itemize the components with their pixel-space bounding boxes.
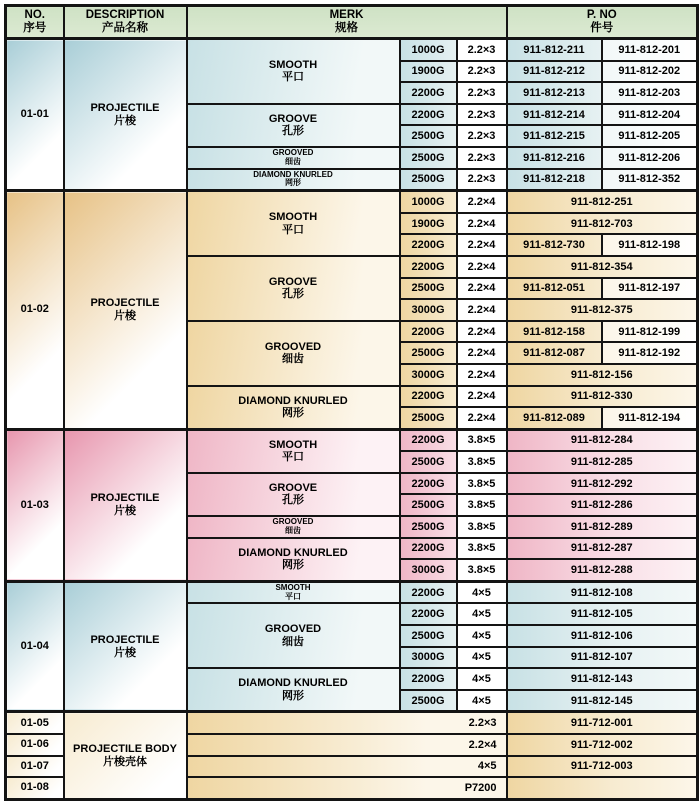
label-line: 01-07 — [20, 759, 49, 772]
label-line: GROOVE — [268, 275, 318, 288]
size-cell: 2.2×3 — [457, 125, 507, 147]
label-line: 片梭 — [114, 114, 136, 127]
label-line: 01-03 — [20, 498, 49, 511]
part-number-cell: 911-812-051 — [507, 278, 602, 300]
header-description — [64, 6, 187, 39]
description-cell — [64, 191, 187, 430]
part-number-cell: 911-812-198 — [602, 234, 698, 256]
label-line: PROJECTILE — [90, 492, 160, 505]
size-cell: 2.2×4 — [457, 342, 507, 364]
no-cell — [6, 581, 64, 712]
size-cell: 3.8×5 — [457, 473, 507, 495]
no-cell — [6, 777, 64, 799]
type-cell — [187, 104, 400, 147]
weight-cell: 2200G — [400, 386, 457, 408]
type-cell — [187, 581, 400, 603]
header-pno — [507, 6, 698, 39]
header-no-zh: 序号 — [23, 22, 47, 34]
label-line: GROOVED — [264, 340, 322, 353]
type-cell — [187, 429, 400, 473]
part-number-cell: 911-812-206 — [602, 147, 698, 169]
no-cell — [6, 712, 64, 734]
part-number-cell: 911-812-215 — [507, 125, 602, 147]
label-line: 网形 — [282, 407, 304, 420]
no-cell — [6, 734, 64, 756]
label-line: DIAMOND KNURLED — [238, 677, 348, 690]
no-cell — [6, 429, 64, 581]
table-row — [6, 429, 698, 451]
size-cell: 2.2×3 — [457, 82, 507, 104]
no-cell — [6, 191, 64, 430]
label-line: 网形 — [282, 559, 304, 572]
header-no — [6, 6, 64, 39]
spec-cell: 2.2×4 — [187, 734, 507, 756]
weight-cell: 2200G — [400, 104, 457, 126]
label-line: 片梭壳体 — [103, 755, 147, 768]
label-line: SMOOTH — [268, 211, 318, 224]
part-number-cell: 911-812-292 — [507, 473, 698, 495]
weight-cell: 2500G — [400, 407, 457, 429]
part-number-cell: 911-812-251 — [507, 191, 698, 213]
size-cell: 2.2×4 — [457, 278, 507, 300]
header-row — [6, 6, 698, 39]
part-number-cell: 911-812-087 — [507, 342, 602, 364]
label-line: SMOOTH — [268, 438, 318, 451]
size-cell: 3.8×5 — [457, 559, 507, 581]
label-line: DIAMOND KNURLED — [238, 394, 348, 407]
type-cell — [187, 321, 400, 386]
label-line: PROJECTILE — [90, 101, 160, 114]
label-line: 网形 — [285, 178, 301, 188]
label-line: 细齿 — [282, 635, 304, 648]
size-cell: 3.8×5 — [457, 494, 507, 516]
size-cell: 3.8×5 — [457, 538, 507, 560]
part-number-cell: 911-812-285 — [507, 451, 698, 473]
label-line: SMOOTH — [268, 58, 318, 71]
part-number-cell: 911-812-106 — [507, 625, 698, 647]
type-cell — [187, 191, 400, 256]
part-number-cell: 911-812-375 — [507, 299, 698, 321]
label-line: 细齿 — [282, 353, 304, 366]
table-row — [6, 712, 698, 734]
part-number-cell: 911-812-156 — [507, 364, 698, 386]
weight-cell: 1900G — [400, 61, 457, 83]
part-number-cell: 911-812-143 — [507, 668, 698, 690]
label-line: 01-06 — [20, 738, 49, 751]
size-cell: 2.2×3 — [457, 147, 507, 169]
label-line: 孔形 — [282, 288, 304, 301]
weight-cell: 2500G — [400, 278, 457, 300]
header-description-en: DESCRIPTION — [85, 9, 165, 21]
weight-cell: 2500G — [400, 169, 457, 191]
weight-cell: 2500G — [400, 342, 457, 364]
label-line: 01-04 — [20, 640, 49, 653]
weight-cell: 2200G — [400, 256, 457, 278]
size-cell: 4×5 — [457, 668, 507, 690]
label-line: 片梭 — [114, 505, 136, 518]
weight-cell: 3000G — [400, 299, 457, 321]
label-line: 平口 — [282, 223, 304, 236]
size-cell: 2.2×4 — [457, 256, 507, 278]
label-line: GROOVED — [272, 517, 314, 527]
part-number-cell — [507, 777, 698, 799]
part-number-cell: 911-812-194 — [602, 407, 698, 429]
part-number-cell: 911-812-214 — [507, 104, 602, 126]
part-number-cell: 911-812-289 — [507, 516, 698, 538]
part-number-cell: 911-812-197 — [602, 278, 698, 300]
label-line: 片梭 — [114, 309, 136, 322]
size-cell: 4×5 — [457, 603, 507, 625]
size-cell: 4×5 — [457, 625, 507, 647]
header-pno-en: P. NO — [586, 9, 617, 21]
part-number-cell: 911-812-107 — [507, 647, 698, 669]
part-number-cell: 911-812-202 — [602, 61, 698, 83]
size-cell: 3.8×5 — [457, 451, 507, 473]
label-line: PROJECTILE — [90, 296, 160, 309]
header-merk-en: MERK — [329, 9, 364, 21]
label-line: 平口 — [282, 451, 304, 464]
table-row — [6, 581, 698, 603]
type-cell — [187, 668, 400, 712]
label-line: 01-02 — [20, 303, 49, 316]
part-number-cell: 911-812-703 — [507, 213, 698, 235]
label-line: DIAMOND KNURLED — [253, 169, 333, 179]
size-cell: 2.2×4 — [457, 364, 507, 386]
part-number-cell: 911-812-330 — [507, 386, 698, 408]
part-number-cell: 911-812-201 — [602, 39, 698, 61]
weight-cell: 2500G — [400, 516, 457, 538]
weight-cell: 2500G — [400, 690, 457, 712]
weight-cell: 3000G — [400, 364, 457, 386]
description-cell — [64, 429, 187, 581]
spec-cell: 2.2×3 — [187, 712, 507, 734]
label-line: DIAMOND KNURLED — [238, 546, 348, 559]
label-line: 平口 — [285, 591, 301, 601]
weight-cell: 2200G — [400, 668, 457, 690]
size-cell: 2.2×4 — [457, 321, 507, 343]
part-number-cell: 911-812-204 — [602, 104, 698, 126]
part-number-cell: 911-812-145 — [507, 690, 698, 712]
label-line: 片梭 — [114, 646, 136, 659]
part-number-cell: 911-712-001 — [507, 712, 698, 734]
header-pno-zh: 件号 — [590, 22, 614, 34]
size-cell: 2.2×4 — [457, 191, 507, 213]
part-number-cell: 911-812-108 — [507, 581, 698, 603]
description-cell — [64, 712, 187, 799]
type-cell — [187, 39, 400, 104]
weight-cell: 2200G — [400, 473, 457, 495]
part-number-cell: 911-812-158 — [507, 321, 602, 343]
type-cell — [187, 603, 400, 668]
label-line: 孔形 — [282, 125, 304, 138]
weight-cell: 2200G — [400, 603, 457, 625]
header-description-zh: 产品名称 — [102, 22, 148, 34]
no-cell — [6, 39, 64, 191]
type-cell — [187, 147, 400, 169]
no-cell — [6, 756, 64, 778]
weight-cell: 2200G — [400, 538, 457, 560]
size-cell: 3.8×5 — [457, 516, 507, 538]
size-cell: 2.2×4 — [457, 234, 507, 256]
weight-cell: 2200G — [400, 581, 457, 603]
label-line: PROJECTILE — [90, 633, 160, 646]
size-cell: 4×5 — [457, 647, 507, 669]
part-number-cell: 911-812-354 — [507, 256, 698, 278]
weight-cell: 3000G — [400, 559, 457, 581]
table-row — [6, 191, 698, 213]
size-cell: 3.8×5 — [457, 429, 507, 451]
parts-table — [4, 4, 699, 801]
spec-cell: P7200 — [187, 777, 507, 799]
weight-cell: 3000G — [400, 647, 457, 669]
label-line: 细齿 — [285, 156, 301, 166]
weight-cell: 1000G — [400, 191, 457, 213]
size-cell: 4×5 — [457, 581, 507, 603]
part-number-cell: 911-812-730 — [507, 234, 602, 256]
part-number-cell: 911-812-192 — [602, 342, 698, 364]
description-cell — [64, 39, 187, 191]
size-cell: 2.2×4 — [457, 407, 507, 429]
spec-cell: 4×5 — [187, 756, 507, 778]
size-cell: 2.2×3 — [457, 104, 507, 126]
weight-cell: 2200G — [400, 429, 457, 451]
part-number-cell: 911-812-211 — [507, 39, 602, 61]
label-line: PROJECTILE BODY — [73, 742, 177, 755]
size-cell: 2.2×3 — [457, 169, 507, 191]
label-line: SMOOTH — [275, 583, 311, 593]
type-cell — [187, 386, 400, 430]
size-cell: 2.2×3 — [457, 61, 507, 83]
part-number-cell: 911-712-002 — [507, 734, 698, 756]
part-number-cell: 911-812-352 — [602, 169, 698, 191]
table-body — [6, 39, 698, 800]
part-number-cell: 911-812-287 — [507, 538, 698, 560]
weight-cell: 2500G — [400, 147, 457, 169]
part-number-cell: 911-812-216 — [507, 147, 602, 169]
label-line: 孔形 — [282, 494, 304, 507]
part-number-cell: 911-812-288 — [507, 559, 698, 581]
size-cell: 4×5 — [457, 690, 507, 712]
label-line: 平口 — [282, 71, 304, 84]
weight-cell: 2500G — [400, 625, 457, 647]
type-cell — [187, 473, 400, 516]
part-number-cell: 911-812-213 — [507, 82, 602, 104]
type-cell — [187, 516, 400, 538]
size-cell: 2.2×3 — [457, 39, 507, 61]
part-number-cell: 911-812-212 — [507, 61, 602, 83]
weight-cell: 2500G — [400, 451, 457, 473]
part-number-cell: 911-812-205 — [602, 125, 698, 147]
type-cell — [187, 169, 400, 191]
header-no-en: NO. — [24, 9, 45, 21]
type-cell — [187, 256, 400, 321]
weight-cell: 1000G — [400, 39, 457, 61]
weight-cell: 1900G — [400, 213, 457, 235]
size-cell: 2.2×4 — [457, 213, 507, 235]
label-line: 01-08 — [20, 781, 49, 794]
description-cell — [64, 581, 187, 712]
label-line: GROOVED — [264, 623, 322, 636]
size-cell: 2.2×4 — [457, 299, 507, 321]
label-line: 01-05 — [20, 716, 49, 729]
part-number-cell: 911-812-089 — [507, 407, 602, 429]
header-merk — [187, 6, 507, 39]
part-number-cell: 911-812-218 — [507, 169, 602, 191]
weight-cell: 2200G — [400, 321, 457, 343]
type-cell — [187, 538, 400, 582]
weight-cell: 2200G — [400, 234, 457, 256]
part-number-cell: 911-812-199 — [602, 321, 698, 343]
label-line: 01-01 — [20, 108, 49, 121]
page — [0, 4, 700, 801]
size-cell: 2.2×4 — [457, 386, 507, 408]
label-line: 网形 — [282, 689, 304, 702]
label-line: 细齿 — [285, 525, 301, 535]
header-merk-zh: 规格 — [335, 22, 358, 34]
weight-cell: 2500G — [400, 494, 457, 516]
label-line: GROOVED — [272, 148, 314, 158]
label-line: GROOVE — [268, 112, 318, 125]
part-number-cell: 911-812-203 — [602, 82, 698, 104]
weight-cell: 2200G — [400, 82, 457, 104]
table-row — [6, 39, 698, 61]
label-line: GROOVE — [268, 481, 318, 494]
part-number-cell: 911-712-003 — [507, 756, 698, 778]
part-number-cell: 911-812-286 — [507, 494, 698, 516]
part-number-cell: 911-812-105 — [507, 603, 698, 625]
part-number-cell: 911-812-284 — [507, 429, 698, 451]
weight-cell: 2500G — [400, 125, 457, 147]
